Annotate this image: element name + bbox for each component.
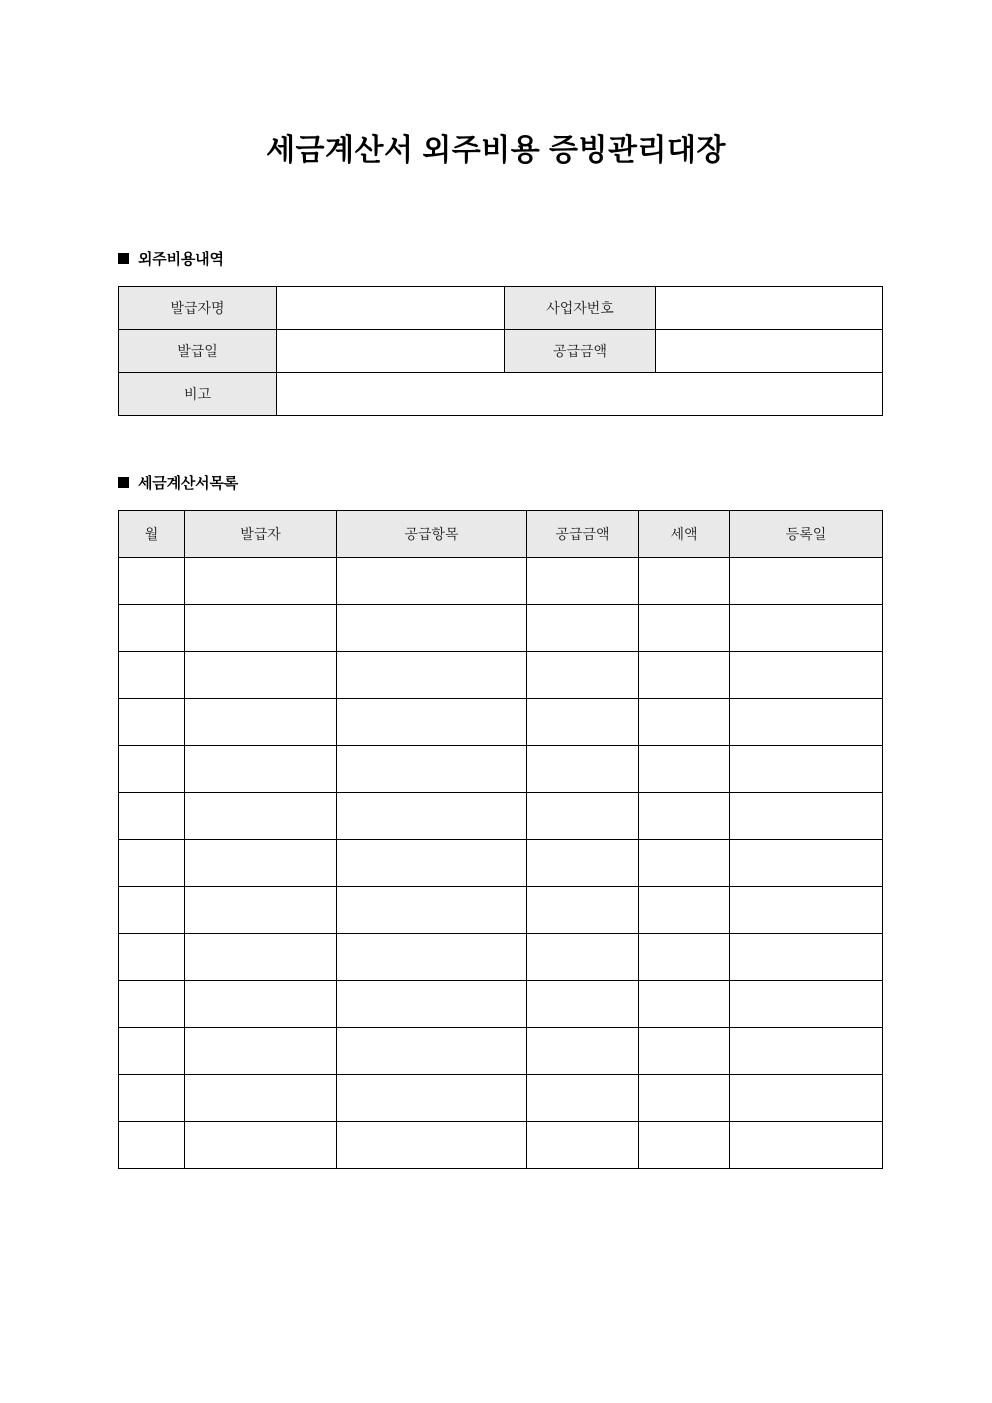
cell-supply-amount[interactable] [527, 1074, 639, 1121]
cell-tax-amount[interactable] [639, 745, 730, 792]
cell-supply-item[interactable] [337, 651, 527, 698]
cell-supply-item[interactable] [337, 1121, 527, 1168]
cell-month[interactable] [119, 933, 185, 980]
cell-registration-date[interactable] [730, 604, 883, 651]
cell-issuer[interactable] [185, 1027, 337, 1074]
cell-registration-date[interactable] [730, 792, 883, 839]
cell-month[interactable] [119, 886, 185, 933]
cell-registration-date[interactable] [730, 980, 883, 1027]
spacer [118, 493, 882, 510]
column-header-month: 월 [119, 510, 185, 557]
cell-supply-item[interactable] [337, 1027, 527, 1074]
cell-registration-date[interactable] [730, 745, 883, 792]
cell-supply-item[interactable] [337, 886, 527, 933]
cell-registration-date[interactable] [730, 886, 883, 933]
section-invoice-list [118, 472, 882, 1169]
cell-tax-amount[interactable] [639, 1074, 730, 1121]
cell-issuer[interactable] [185, 604, 337, 651]
cell-supply-amount[interactable] [527, 792, 639, 839]
cell-supply-amount[interactable] [527, 1027, 639, 1074]
cell-registration-date[interactable] [730, 557, 883, 604]
cell-tax-amount[interactable] [639, 839, 730, 886]
table-row [119, 1027, 883, 1074]
column-header-supply-amount: 공급금액 [527, 510, 639, 557]
field-issuer-name[interactable] [277, 286, 505, 329]
cell-issuer[interactable] [185, 839, 337, 886]
section-outsourcing-detail [118, 248, 882, 416]
label-remarks: 비고 [119, 372, 277, 415]
table-row [119, 329, 883, 372]
label-business-number: 사업자번호 [505, 286, 656, 329]
cell-registration-date[interactable] [730, 1027, 883, 1074]
cell-issuer[interactable] [185, 1121, 337, 1168]
spacer [118, 269, 882, 286]
cell-month[interactable] [119, 839, 185, 886]
black-square-bullet-icon [118, 253, 129, 264]
label-supply-amount: 공급금액 [505, 329, 656, 372]
cell-tax-amount[interactable] [639, 933, 730, 980]
spacer [0, 170, 992, 248]
field-supply-amount[interactable] [656, 329, 883, 372]
cell-month[interactable] [119, 980, 185, 1027]
cell-tax-amount[interactable] [639, 651, 730, 698]
column-header-issuer: 발급자 [185, 510, 337, 557]
cell-supply-amount[interactable] [527, 886, 639, 933]
column-header-registration-date: 등록일 [730, 510, 883, 557]
cell-registration-date[interactable] [730, 1074, 883, 1121]
field-remarks[interactable] [277, 372, 883, 415]
cell-tax-amount[interactable] [639, 980, 730, 1027]
cell-supply-item[interactable] [337, 604, 527, 651]
label-issuer-name: 발급자명 [119, 286, 277, 329]
cell-issuer[interactable] [185, 698, 337, 745]
cell-supply-amount[interactable] [527, 651, 639, 698]
table-row [119, 792, 883, 839]
cell-supply-amount[interactable] [527, 933, 639, 980]
cell-month[interactable] [119, 1121, 185, 1168]
black-square-bullet-icon [118, 477, 129, 488]
cell-month[interactable] [119, 651, 185, 698]
cell-issuer[interactable] [185, 933, 337, 980]
cell-registration-date[interactable] [730, 933, 883, 980]
section-heading-outsourcing-detail [118, 248, 882, 269]
table-row [119, 604, 883, 651]
table-row [119, 286, 883, 329]
cell-tax-amount[interactable] [639, 698, 730, 745]
table-row [119, 980, 883, 1027]
cell-month[interactable] [119, 792, 185, 839]
table-row [119, 933, 883, 980]
page-title: 세금계산서 외주비용 증빙관리대장 [266, 134, 726, 167]
cell-issuer[interactable] [185, 557, 337, 604]
cell-supply-item[interactable] [337, 933, 527, 980]
invoice-list-body [119, 557, 883, 1168]
table-row [119, 1074, 883, 1121]
column-header-tax-amount: 세액 [639, 510, 730, 557]
cell-issuer[interactable] [185, 651, 337, 698]
section-heading-label: 세금계산서목록 [138, 474, 239, 492]
cell-supply-item[interactable] [337, 745, 527, 792]
table-row [119, 651, 883, 698]
table-header-row [119, 510, 883, 557]
column-header-supply-item: 공급항목 [337, 510, 527, 557]
cell-issuer[interactable] [185, 792, 337, 839]
cell-supply-item[interactable] [337, 698, 527, 745]
cell-tax-amount[interactable] [639, 886, 730, 933]
outsourcing-detail-table [118, 286, 883, 416]
cell-registration-date[interactable] [730, 839, 883, 886]
cell-registration-date[interactable] [730, 698, 883, 745]
cell-supply-amount[interactable] [527, 698, 639, 745]
cell-tax-amount[interactable] [639, 1027, 730, 1074]
cell-tax-amount[interactable] [639, 604, 730, 651]
cell-month[interactable] [119, 698, 185, 745]
table-row [119, 372, 883, 415]
cell-supply-amount[interactable] [527, 980, 639, 1027]
cell-supply-item[interactable] [337, 792, 527, 839]
table-row [119, 745, 883, 792]
cell-month[interactable] [119, 1027, 185, 1074]
cell-month[interactable] [119, 557, 185, 604]
table-row [119, 557, 883, 604]
spacer [0, 416, 992, 472]
field-business-number[interactable] [656, 286, 883, 329]
cell-registration-date[interactable] [730, 1121, 883, 1168]
cell-supply-amount[interactable] [527, 839, 639, 886]
cell-issuer[interactable] [185, 1074, 337, 1121]
cell-supply-item[interactable] [337, 557, 527, 604]
table-row [119, 1121, 883, 1168]
cell-supply-amount[interactable] [527, 745, 639, 792]
cell-month[interactable] [119, 1074, 185, 1121]
cell-supply-item[interactable] [337, 839, 527, 886]
table-row [119, 839, 883, 886]
invoice-list-table [118, 510, 883, 1169]
section-heading-label: 외주비용내역 [138, 250, 224, 268]
cell-tax-amount[interactable] [639, 1121, 730, 1168]
cell-supply-amount[interactable] [527, 1121, 639, 1168]
cell-supply-item[interactable] [337, 1074, 527, 1121]
field-issue-date[interactable] [277, 329, 505, 372]
cell-supply-amount[interactable] [527, 557, 639, 604]
section-heading-invoice-list [118, 472, 882, 493]
table-row [119, 886, 883, 933]
cell-tax-amount[interactable] [639, 792, 730, 839]
cell-month[interactable] [119, 745, 185, 792]
cell-registration-date[interactable] [730, 651, 883, 698]
cell-issuer[interactable] [185, 980, 337, 1027]
table-row [119, 698, 883, 745]
cell-supply-amount[interactable] [527, 604, 639, 651]
cell-issuer[interactable] [185, 745, 337, 792]
cell-tax-amount[interactable] [639, 557, 730, 604]
cell-supply-item[interactable] [337, 980, 527, 1027]
cell-issuer[interactable] [185, 886, 337, 933]
label-issue-date: 발급일 [119, 329, 277, 372]
cell-month[interactable] [119, 604, 185, 651]
